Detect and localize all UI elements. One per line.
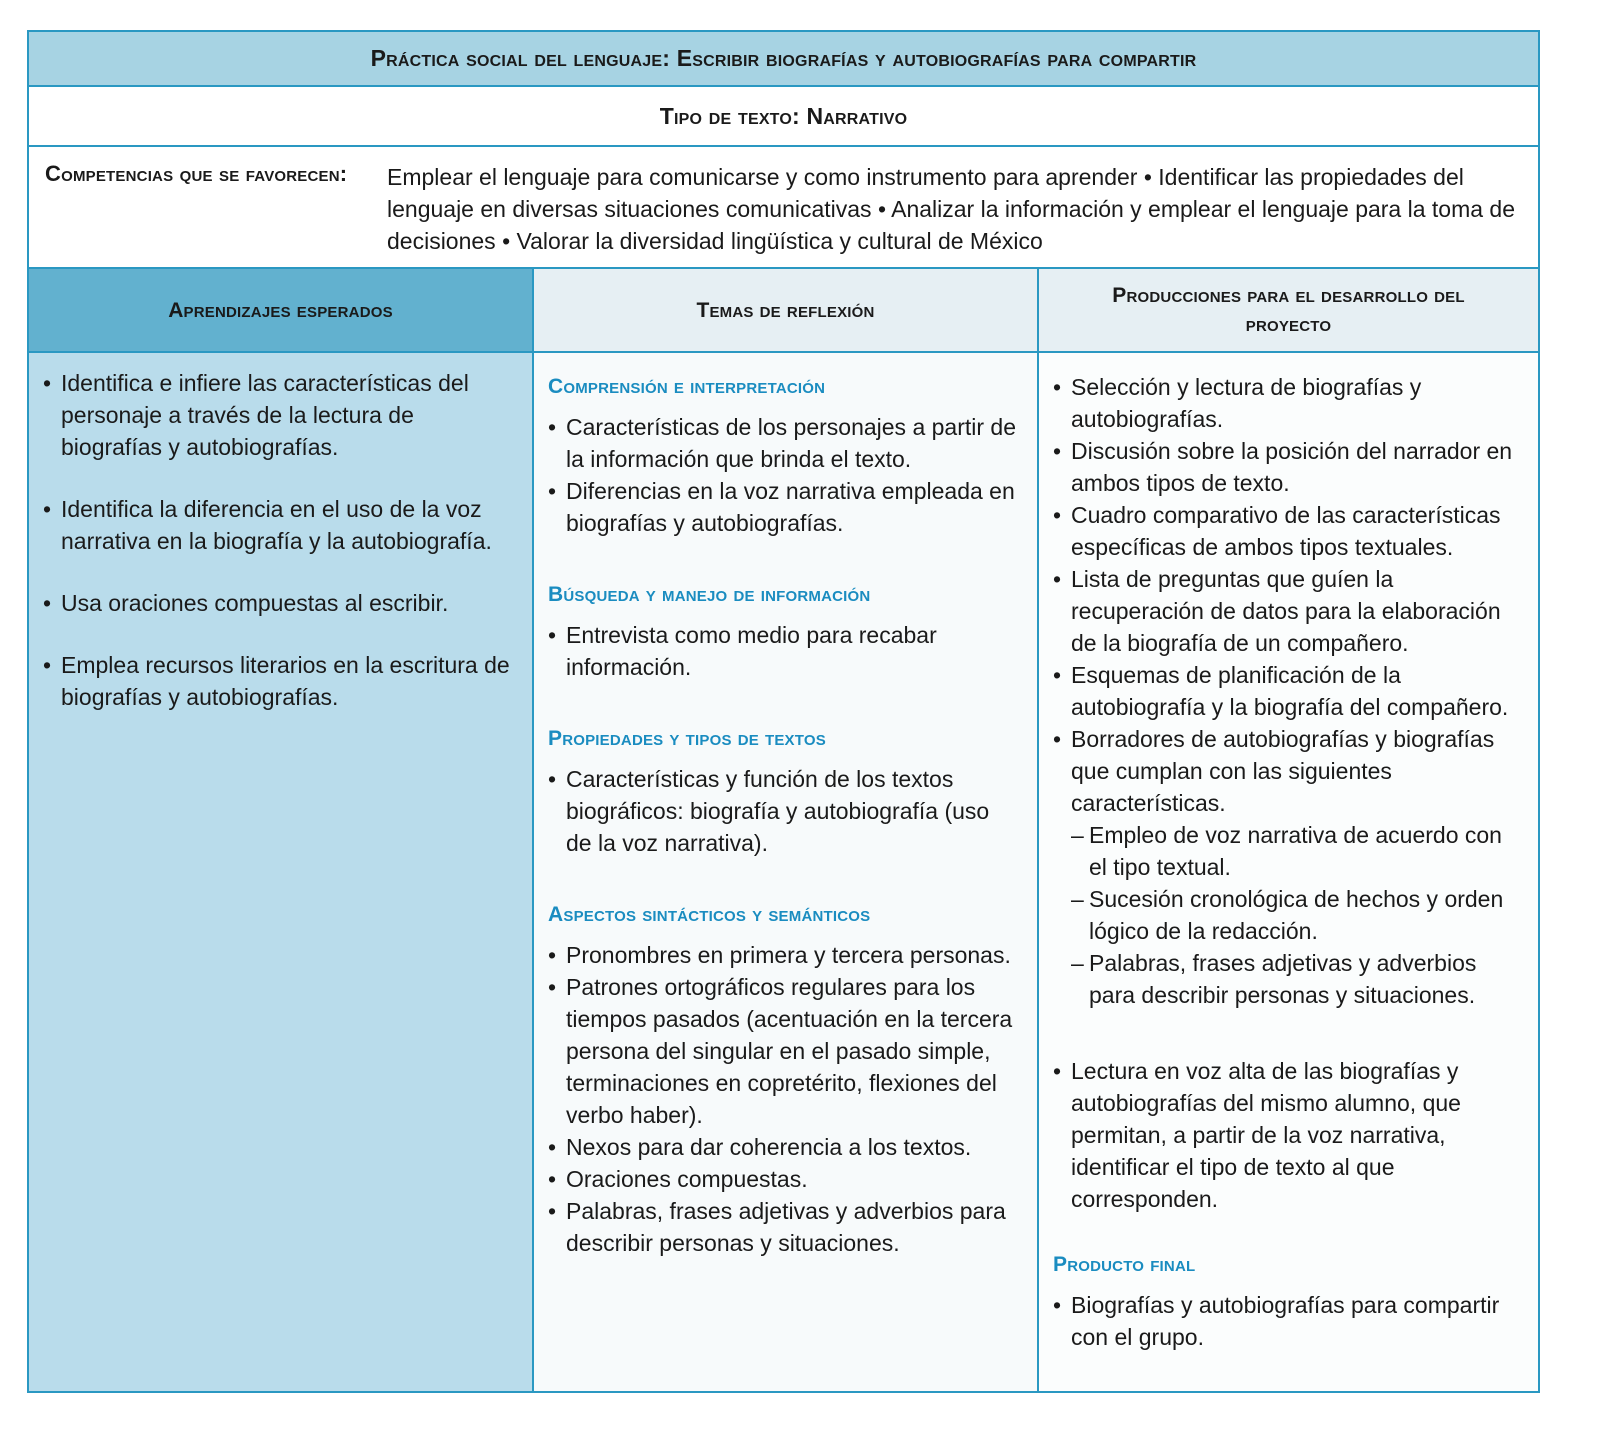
list-item: • Características de los personajes a partir de la información que brinda el texto. [548,411,1019,475]
list-item: • Identifica e infiere las características del personaje a través de la lectura de biografías y autobiografías. [43,367,514,463]
list-item: • Pronombres en primera y tercera personas. [548,939,1019,971]
competencies-row [29,147,1538,269]
list-item: • Biografías y autobiografías para compartir con el grupo. [1053,1289,1520,1353]
list-item: • Discusión sobre la posición del narrador en ambos tipos de texto. [1053,435,1520,499]
column-aprendizajes [29,269,534,1391]
section-heading: Búsqueda y manejo de información [548,583,871,606]
competencies-text: Emplear el lenguaje para comunicarse y como instrumento para aprender • Identificar las propiedades del lenguaje en diversas situaciones comunicativas • Analizar la información y emplear el lenguaje para la toma de decisiones • Valorar la diversidad lingüística y cultural de México [387,164,1516,254]
text-type: Tipo de texto: Narrativo [29,87,1538,147]
aprendizajes-list [43,367,514,713]
aprendizajes-header: Aprendizajes esperados [29,269,532,353]
sub-list-item: – Empleo de voz narrativa de acuerdo con el tipo textual. [1071,819,1520,883]
sub-list-item: – Palabras, frases adjetivas y adverbios para describir personas y situaciones. [1071,947,1520,1011]
section-heading: Propiedades y tipos de textos [548,727,826,750]
competencies-label: Competencias que se favorecen: [45,161,348,186]
list-item: • Lista de preguntas que guíen la recuperación de datos para la elaboración de la biografía de un compañero. [1053,563,1520,659]
list-item: • Oraciones compuestas. [548,1163,1019,1195]
section-heading: Comprensión e interpretación [548,375,826,398]
list-item: • Cuadro comparativo de las características específicas de ambos tipos textuales. [1053,499,1520,563]
list-item: • Patrones ortográficos regulares para los tiempos pasados (acentuación en la tercera persona del singular en el pasado simple, terminaciones en copretérito, flexiones del verbo haber). [548,971,1019,1131]
list-item: • Características y función de los textos biográficos: biografía y autobiografía (uso de la voz narrativa). [548,763,1019,859]
curriculum-table [27,30,1540,1393]
column-temas [534,269,1039,1391]
producto-final-heading: Producto final [1053,1253,1196,1276]
list-item: • Lectura en voz alta de las biografías y autobiografías del mismo alumno, que permitan, a partir de la voz narrativa, identificar el tipo de texto al que corresponden. [1053,1055,1520,1215]
column-producciones [1039,269,1538,1391]
sub-list-item: – Sucesión cronológica de hechos y orden lógico de la redacción. [1071,883,1520,947]
section-heading: Aspectos sintácticos y semánticos [548,903,871,926]
producciones-header-text: Producciones para el desarrollo del proyecto [1112,284,1465,336]
temas-header: Temas de reflexión [534,269,1037,353]
list-item: • Entrevista como medio para recabar información. [548,619,1019,683]
practice-title: Práctica social del lenguaje: Escribir biografías y autobiografías para compartir [29,32,1538,87]
list-item: • Palabras, frases adjetivas y adverbios para describir personas y situaciones. [548,1195,1019,1259]
list-item: • Borradores de autobiografías y biografías que cumplan con las siguientes características. [1053,723,1520,819]
list-item: • Selección y lectura de biografías y autobiografías. [1053,371,1520,435]
list-item: • Usa oraciones compuestas al escribir. [43,587,514,619]
producciones-header [1039,269,1538,353]
list-item: • Emplea recursos literarios en la escritura de biografías y autobiografías. [43,649,514,713]
list-item: • Esquemas de planificación de la autobiografía y la biografía del compañero. [1053,659,1520,723]
list-item: • Nexos para dar coherencia a los textos. [548,1131,1019,1163]
list-item: • Identifica la diferencia en el uso de la voz narrativa en la biografía y la autobiografía. [43,493,514,557]
list-item: • Diferencias en la voz narrativa empleada en biografías y autobiografías. [548,475,1019,539]
